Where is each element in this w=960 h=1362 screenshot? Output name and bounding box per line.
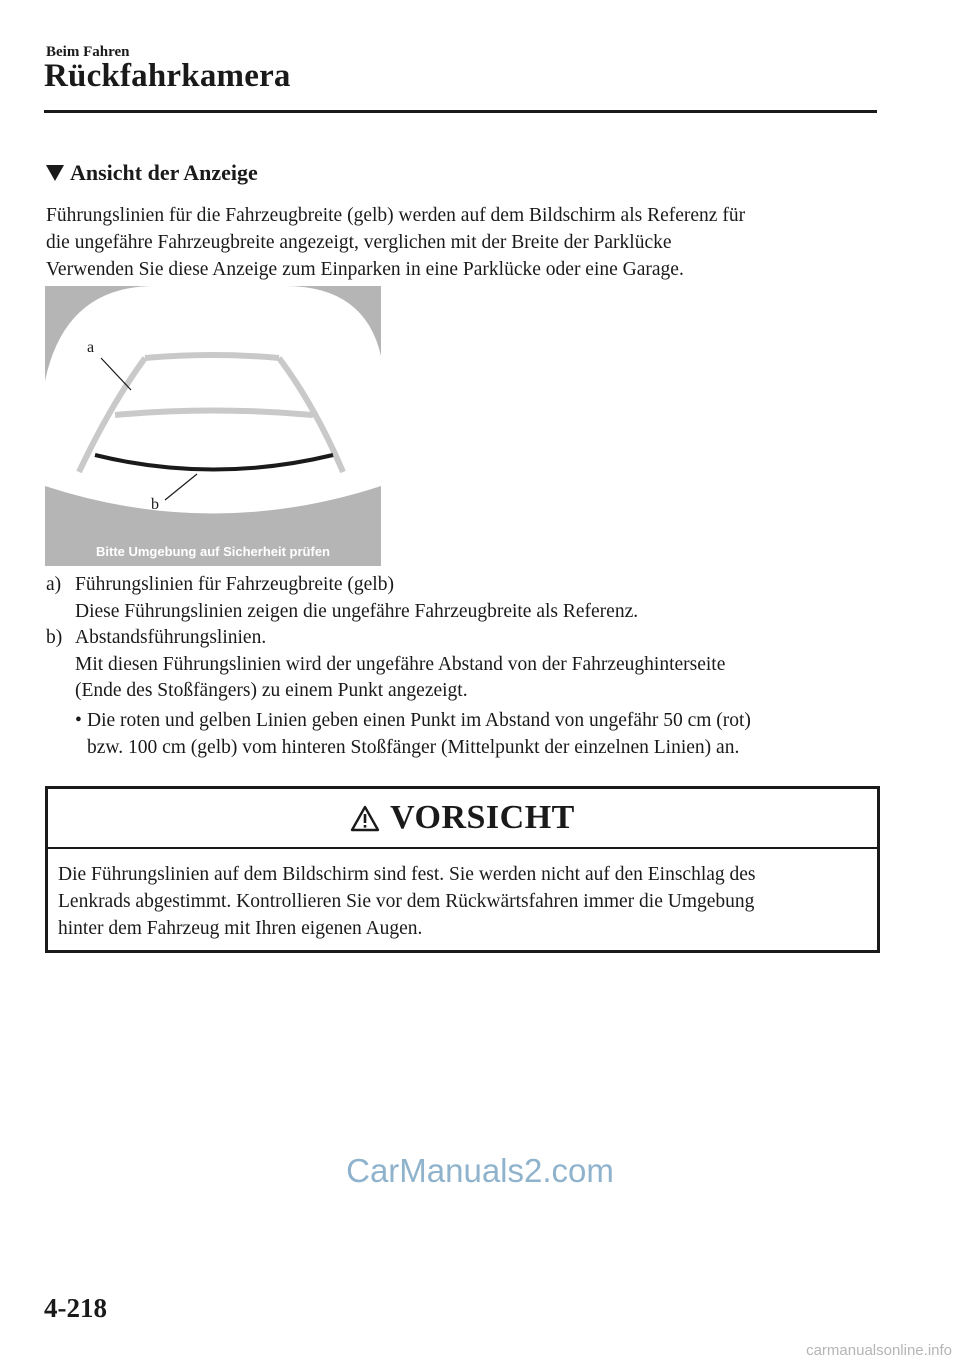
list-item-mark: b) [46,627,63,648]
caution-line: hinter dem Fahrzeug mit Ihren eigenen Augen. [58,918,423,939]
caution-title: VORSICHT [390,799,575,836]
list-item [46,572,876,599]
bullet-line [75,708,875,735]
bullet-note [75,708,875,761]
display-warning-text: Bitte Umgebung auf Sicherheit prüfen [95,544,330,559]
list-item-text: Führungslinien für Fahrzeugbreite (gelb) [75,574,394,595]
watermark: CarManuals2.com [346,1152,614,1189]
section-heading [46,160,258,186]
display-view-area [45,286,381,514]
list-item-text: (Ende des Stoßfängers) zu einem Punkt angezeigt. [75,680,468,701]
page-title: Rückfahrkamera [44,58,291,94]
bullet-line [75,735,875,762]
figure-label-b: b [151,496,159,513]
header-divider [44,110,877,113]
intro-line: die ungefähre Fahrzeugbreite angezeigt, verglichen mit der Breite der Parklücke [46,232,672,253]
bullet-text: Die roten und gelben Linien geben einen Punkt im Abstand von ungefähr 50 cm (rot) [87,710,751,731]
bullet-text: bzw. 100 cm (gelb) vom hinteren Stoßfänger (Mittelpunkt der einzelnen Linien) an. [87,736,740,758]
list-item-mark: a) [46,574,62,595]
width-guide-top [145,355,279,358]
intro-paragraph [46,202,876,283]
camera-display-illustration [45,286,381,566]
bullet-symbol: • [75,710,82,731]
caution-line: Die Führungslinien auf dem Bildschirm sind fest. Sie werden nicht auf den Einschlag des [58,864,756,885]
page-number: 4-218 [44,1293,107,1323]
caution-box [45,786,880,953]
triangle-down-icon [46,165,64,181]
caution-header [48,789,877,849]
caution-text [48,849,877,942]
caution-line: Lenkrads abgestimmt. Kontrollieren Sie vor dem Rückwärtsfahren immer die Umgebung [58,891,755,912]
camera-display-figure [45,286,381,566]
list-item-continuation [46,599,876,626]
list-item-continuation [46,678,876,705]
list-item-text: Diese Führungslinien zeigen die ungefähre Fahrzeugbreite als Referenz. [75,600,639,622]
figure-label-a: a [87,339,95,356]
legend-list [46,572,876,705]
site-watermark: carmanualsonline.info [806,1342,952,1359]
intro-line: Führungslinien für die Fahrzeugbreite (gelb) werden auf dem Bildschirm als Referenz für [46,205,746,226]
list-item-text: Mit diesen Führungslinien wird der ungefähre Abstand von der Fahrzeughinterseite [75,653,726,675]
warning-triangle-icon [350,805,380,832]
intro-line: Verwenden Sie diese Anzeige zum Einparken in eine Parklücke oder eine Garage. [46,259,684,280]
section-title: Ansicht der Anzeige [70,160,258,185]
chapter-label: Beim Fahren [46,44,130,60]
list-item-text: Abstandsführungslinien. [75,627,267,648]
list-item [46,625,876,652]
list-item-continuation [46,652,876,679]
